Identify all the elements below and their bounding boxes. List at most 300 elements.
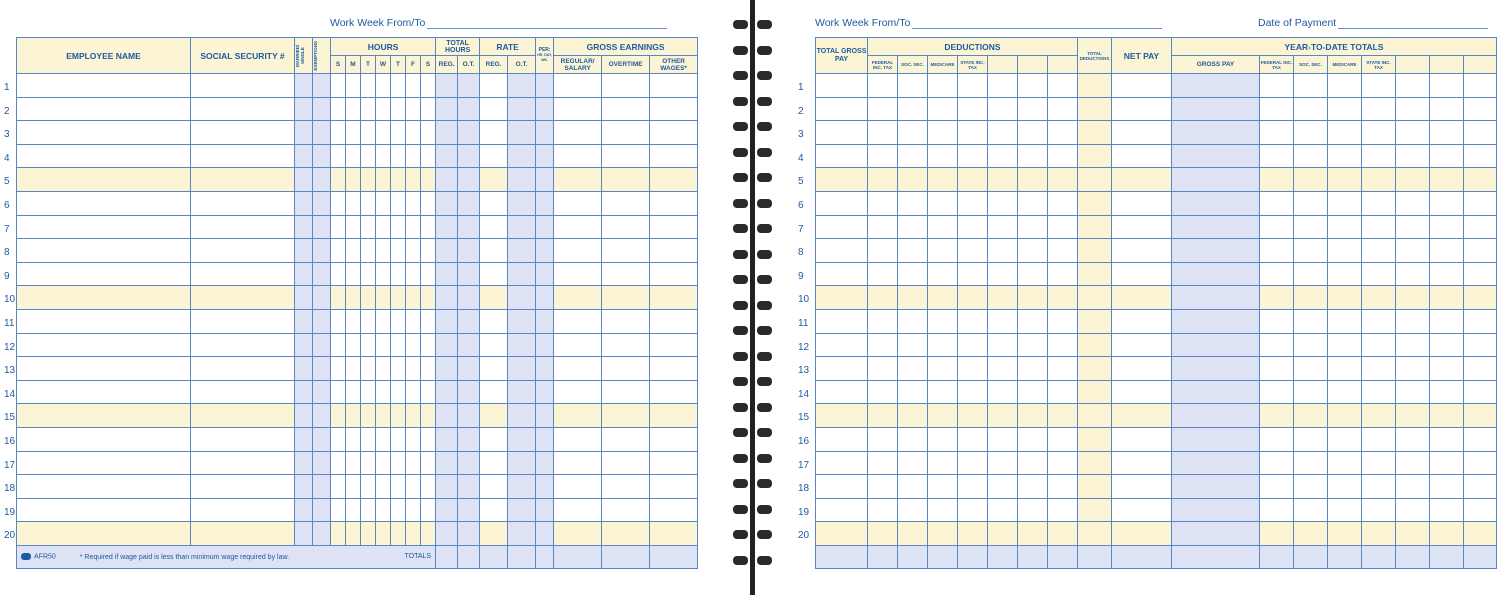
entry-cell[interactable] [313,404,331,428]
entry-cell[interactable] [554,286,602,310]
entry-cell[interactable] [480,357,508,381]
entry-cell[interactable] [536,262,554,286]
entry-cell[interactable] [361,74,376,98]
entry-cell[interactable] [554,168,602,192]
entry-cell[interactable] [650,309,698,333]
entry-cell[interactable] [988,74,1018,98]
entry-cell[interactable] [331,262,346,286]
entry-cell[interactable] [458,239,480,263]
entry-cell[interactable] [295,239,313,263]
entry-cell[interactable] [536,309,554,333]
entry-cell[interactable] [436,309,458,333]
entry-cell[interactable] [1294,286,1328,310]
entry-cell[interactable] [554,404,602,428]
entry-cell[interactable] [988,191,1018,215]
blank-ytd-header[interactable] [1396,56,1430,74]
entry-cell[interactable] [295,427,313,451]
entry-cell[interactable] [602,404,650,428]
entry-cell[interactable] [816,309,868,333]
entry-cell[interactable] [1430,121,1464,145]
entry-cell[interactable] [868,286,898,310]
entry-cell[interactable] [376,144,391,168]
entry-cell[interactable] [554,191,602,215]
entry-cell[interactable] [331,522,346,546]
entry-cell[interactable] [898,357,928,381]
entry-cell[interactable] [313,144,331,168]
entry-cell[interactable] [958,168,988,192]
entry-cell[interactable] [988,333,1018,357]
entry-cell[interactable] [436,121,458,145]
total-cell[interactable] [958,545,988,568]
entry-cell[interactable] [1018,475,1048,499]
entry-cell[interactable] [376,380,391,404]
entry-cell[interactable] [988,262,1018,286]
entry-cell[interactable] [1294,74,1328,98]
entry-cell[interactable] [1018,97,1048,121]
entry-cell[interactable] [346,380,361,404]
entry-cell[interactable] [1294,333,1328,357]
entry-cell[interactable] [1396,215,1430,239]
entry-cell[interactable] [436,168,458,192]
entry-cell[interactable] [508,475,536,499]
entry-cell[interactable] [1260,309,1294,333]
entry-cell[interactable] [361,121,376,145]
entry-cell[interactable] [17,262,191,286]
entry-cell[interactable] [1396,286,1430,310]
entry-cell[interactable] [191,97,295,121]
entry-cell[interactable] [1464,427,1497,451]
entry-cell[interactable] [958,451,988,475]
entry-cell[interactable] [17,144,191,168]
entry-cell[interactable] [331,97,346,121]
entry-cell[interactable] [1048,333,1078,357]
entry-cell[interactable] [1396,404,1430,428]
entry-cell[interactable] [988,357,1018,381]
entry-cell[interactable] [421,168,436,192]
entry-cell[interactable] [1112,498,1172,522]
entry-cell[interactable] [1172,144,1260,168]
entry-cell[interactable] [1078,357,1112,381]
entry-cell[interactable] [313,309,331,333]
entry-cell[interactable] [928,380,958,404]
entry-cell[interactable] [17,168,191,192]
entry-cell[interactable] [361,498,376,522]
entry-cell[interactable] [1172,475,1260,499]
entry-cell[interactable] [898,404,928,428]
entry-cell[interactable] [868,380,898,404]
entry-cell[interactable] [361,380,376,404]
entry-cell[interactable] [868,309,898,333]
total-cell[interactable] [1294,545,1328,568]
entry-cell[interactable] [421,215,436,239]
entry-cell[interactable] [376,97,391,121]
entry-cell[interactable] [1172,286,1260,310]
entry-cell[interactable] [1112,357,1172,381]
entry-cell[interactable] [958,309,988,333]
entry-cell[interactable] [1260,380,1294,404]
entry-cell[interactable] [1430,404,1464,428]
entry-cell[interactable] [928,498,958,522]
entry-cell[interactable] [1078,168,1112,192]
entry-cell[interactable] [421,191,436,215]
entry-cell[interactable] [191,286,295,310]
entry-cell[interactable] [602,239,650,263]
entry-cell[interactable] [1048,121,1078,145]
entry-cell[interactable] [868,168,898,192]
entry-cell[interactable] [1112,522,1172,546]
entry-cell[interactable] [458,357,480,381]
entry-cell[interactable] [508,522,536,546]
blank-deduction-header[interactable] [1018,56,1048,74]
entry-cell[interactable] [295,498,313,522]
entry-cell[interactable] [331,309,346,333]
entry-cell[interactable] [958,97,988,121]
entry-cell[interactable] [313,215,331,239]
entry-cell[interactable] [1260,333,1294,357]
entry-cell[interactable] [554,121,602,145]
entry-cell[interactable] [421,427,436,451]
entry-cell[interactable] [361,522,376,546]
entry-cell[interactable] [1396,427,1430,451]
entry-cell[interactable] [988,215,1018,239]
entry-cell[interactable] [376,475,391,499]
entry-cell[interactable] [1328,451,1362,475]
entry-cell[interactable] [928,333,958,357]
entry-cell[interactable] [928,451,958,475]
entry-cell[interactable] [816,262,868,286]
entry-cell[interactable] [346,309,361,333]
entry-cell[interactable] [480,498,508,522]
entry-cell[interactable] [928,357,958,381]
entry-cell[interactable] [536,522,554,546]
entry-cell[interactable] [554,380,602,404]
entry-cell[interactable] [376,404,391,428]
entry-cell[interactable] [1464,286,1497,310]
entry-cell[interactable] [1078,451,1112,475]
entry-cell[interactable] [421,357,436,381]
entry-cell[interactable] [898,498,928,522]
entry-cell[interactable] [536,121,554,145]
entry-cell[interactable] [313,239,331,263]
entry-cell[interactable] [346,121,361,145]
entry-cell[interactable] [421,404,436,428]
entry-cell[interactable] [988,498,1018,522]
entry-cell[interactable] [391,380,406,404]
entry-cell[interactable] [436,97,458,121]
entry-cell[interactable] [1294,97,1328,121]
entry-cell[interactable] [406,121,421,145]
entry-cell[interactable] [1018,191,1048,215]
entry-cell[interactable] [1112,191,1172,215]
entry-cell[interactable] [536,97,554,121]
entry-cell[interactable] [436,522,458,546]
blank-deduction-header[interactable] [988,56,1018,74]
entry-cell[interactable] [17,357,191,381]
entry-cell[interactable] [295,215,313,239]
entry-cell[interactable] [650,333,698,357]
entry-cell[interactable] [1260,144,1294,168]
entry-cell[interactable] [988,380,1018,404]
entry-cell[interactable] [898,191,928,215]
entry-cell[interactable] [1396,239,1430,263]
entry-cell[interactable] [313,451,331,475]
entry-cell[interactable] [406,239,421,263]
entry-cell[interactable] [1396,333,1430,357]
entry-cell[interactable] [602,144,650,168]
total-cell[interactable] [1018,545,1048,568]
entry-cell[interactable] [1048,357,1078,381]
entry-cell[interactable] [958,74,988,98]
entry-cell[interactable] [480,522,508,546]
entry-cell[interactable] [361,286,376,310]
total-cell[interactable] [868,545,898,568]
entry-cell[interactable] [898,451,928,475]
entry-cell[interactable] [191,380,295,404]
entry-cell[interactable] [1078,262,1112,286]
entry-cell[interactable] [816,144,868,168]
entry-cell[interactable] [191,427,295,451]
entry-cell[interactable] [480,121,508,145]
entry-cell[interactable] [554,74,602,98]
entry-cell[interactable] [1328,215,1362,239]
entry-cell[interactable] [508,74,536,98]
entry-cell[interactable] [346,239,361,263]
total-cell[interactable] [436,545,458,568]
entry-cell[interactable] [1018,451,1048,475]
entry-cell[interactable] [1396,475,1430,499]
entry-cell[interactable] [361,357,376,381]
entry-cell[interactable] [436,333,458,357]
entry-cell[interactable] [898,309,928,333]
blank-ytd-header[interactable] [1430,56,1464,74]
entry-cell[interactable] [421,380,436,404]
entry-cell[interactable] [1430,144,1464,168]
entry-cell[interactable] [331,215,346,239]
entry-cell[interactable] [602,97,650,121]
entry-cell[interactable] [816,333,868,357]
entry-cell[interactable] [1048,380,1078,404]
entry-cell[interactable] [376,522,391,546]
entry-cell[interactable] [816,357,868,381]
entry-cell[interactable] [816,380,868,404]
entry-cell[interactable] [346,74,361,98]
entry-cell[interactable] [1396,74,1430,98]
entry-cell[interactable] [1464,357,1497,381]
entry-cell[interactable] [536,404,554,428]
total-cell[interactable] [1464,545,1497,568]
entry-cell[interactable] [1464,191,1497,215]
entry-cell[interactable] [331,74,346,98]
entry-cell[interactable] [816,74,868,98]
entry-cell[interactable] [391,74,406,98]
entry-cell[interactable] [17,239,191,263]
entry-cell[interactable] [17,380,191,404]
entry-cell[interactable] [346,215,361,239]
entry-cell[interactable] [898,475,928,499]
entry-cell[interactable] [868,427,898,451]
entry-cell[interactable] [1018,144,1048,168]
entry-cell[interactable] [1172,451,1260,475]
entry-cell[interactable] [1018,309,1048,333]
entry-cell[interactable] [602,333,650,357]
entry-cell[interactable] [1430,498,1464,522]
entry-cell[interactable] [361,451,376,475]
entry-cell[interactable] [406,380,421,404]
entry-cell[interactable] [1172,215,1260,239]
entry-cell[interactable] [868,74,898,98]
entry-cell[interactable] [536,215,554,239]
entry-cell[interactable] [1362,97,1396,121]
entry-cell[interactable] [1018,333,1048,357]
entry-cell[interactable] [361,309,376,333]
entry-cell[interactable] [295,475,313,499]
entry-cell[interactable] [391,144,406,168]
entry-cell[interactable] [295,74,313,98]
blank-deduction-header[interactable] [1048,56,1078,74]
entry-cell[interactable] [1430,215,1464,239]
entry-cell[interactable] [191,333,295,357]
entry-cell[interactable] [554,357,602,381]
entry-cell[interactable] [346,498,361,522]
entry-cell[interactable] [508,498,536,522]
entry-cell[interactable] [1430,475,1464,499]
entry-cell[interactable] [1328,286,1362,310]
entry-cell[interactable] [602,74,650,98]
entry-cell[interactable] [1464,451,1497,475]
entry-cell[interactable] [650,404,698,428]
entry-cell[interactable] [1260,498,1294,522]
entry-cell[interactable] [1430,522,1464,546]
entry-cell[interactable] [191,309,295,333]
entry-cell[interactable] [1362,357,1396,381]
entry-cell[interactable] [1362,215,1396,239]
entry-cell[interactable] [928,121,958,145]
entry-cell[interactable] [1112,97,1172,121]
entry-cell[interactable] [1048,498,1078,522]
entry-cell[interactable] [1396,357,1430,381]
entry-cell[interactable] [376,262,391,286]
entry-cell[interactable] [391,333,406,357]
entry-cell[interactable] [1048,144,1078,168]
entry-cell[interactable] [816,498,868,522]
entry-cell[interactable] [1430,191,1464,215]
entry-cell[interactable] [436,74,458,98]
total-cell[interactable] [1172,545,1260,568]
entry-cell[interactable] [313,522,331,546]
entry-cell[interactable] [958,286,988,310]
entry-cell[interactable] [928,309,958,333]
total-cell[interactable] [602,545,650,568]
entry-cell[interactable] [361,215,376,239]
entry-cell[interactable] [1328,309,1362,333]
entry-cell[interactable] [508,380,536,404]
entry-cell[interactable] [391,404,406,428]
entry-cell[interactable] [958,215,988,239]
entry-cell[interactable] [406,191,421,215]
entry-cell[interactable] [1294,144,1328,168]
entry-cell[interactable] [361,404,376,428]
entry-cell[interactable] [1018,168,1048,192]
entry-cell[interactable] [1078,144,1112,168]
entry-cell[interactable] [406,144,421,168]
entry-cell[interactable] [406,427,421,451]
entry-cell[interactable] [191,239,295,263]
entry-cell[interactable] [1048,262,1078,286]
entry-cell[interactable] [1464,522,1497,546]
entry-cell[interactable] [1294,121,1328,145]
entry-cell[interactable] [391,498,406,522]
entry-cell[interactable] [391,427,406,451]
entry-cell[interactable] [928,215,958,239]
entry-cell[interactable] [17,286,191,310]
entry-cell[interactable] [436,427,458,451]
entry-cell[interactable] [898,380,928,404]
entry-cell[interactable] [458,427,480,451]
entry-cell[interactable] [480,451,508,475]
entry-cell[interactable] [536,168,554,192]
entry-cell[interactable] [1328,357,1362,381]
entry-cell[interactable] [480,262,508,286]
entry-cell[interactable] [480,333,508,357]
entry-cell[interactable] [391,97,406,121]
entry-cell[interactable] [508,191,536,215]
entry-cell[interactable] [536,144,554,168]
entry-cell[interactable] [1294,168,1328,192]
entry-cell[interactable] [958,357,988,381]
entry-cell[interactable] [1396,191,1430,215]
entry-cell[interactable] [816,404,868,428]
entry-cell[interactable] [436,380,458,404]
entry-cell[interactable] [1260,74,1294,98]
entry-cell[interactable] [650,215,698,239]
entry-cell[interactable] [346,144,361,168]
entry-cell[interactable] [816,97,868,121]
entry-cell[interactable] [1260,191,1294,215]
entry-cell[interactable] [421,262,436,286]
entry-cell[interactable] [1396,97,1430,121]
total-cell[interactable] [1430,545,1464,568]
entry-cell[interactable] [816,215,868,239]
entry-cell[interactable] [480,191,508,215]
entry-cell[interactable] [17,427,191,451]
entry-cell[interactable] [1018,498,1048,522]
entry-cell[interactable] [1172,357,1260,381]
entry-cell[interactable] [1018,522,1048,546]
entry-cell[interactable] [17,498,191,522]
entry-cell[interactable] [1078,215,1112,239]
entry-cell[interactable] [191,144,295,168]
entry-cell[interactable] [1328,168,1362,192]
entry-cell[interactable] [376,74,391,98]
entry-cell[interactable] [421,97,436,121]
entry-cell[interactable] [928,191,958,215]
entry-cell[interactable] [480,144,508,168]
total-cell[interactable] [928,545,958,568]
entry-cell[interactable] [421,475,436,499]
entry-cell[interactable] [868,121,898,145]
entry-cell[interactable] [313,97,331,121]
entry-cell[interactable] [650,97,698,121]
entry-cell[interactable] [331,191,346,215]
entry-cell[interactable] [458,309,480,333]
entry-cell[interactable] [1464,404,1497,428]
entry-cell[interactable] [536,239,554,263]
total-cell[interactable] [1328,545,1362,568]
entry-cell[interactable] [346,357,361,381]
entry-cell[interactable] [1048,97,1078,121]
entry-cell[interactable] [480,380,508,404]
entry-cell[interactable] [1294,522,1328,546]
